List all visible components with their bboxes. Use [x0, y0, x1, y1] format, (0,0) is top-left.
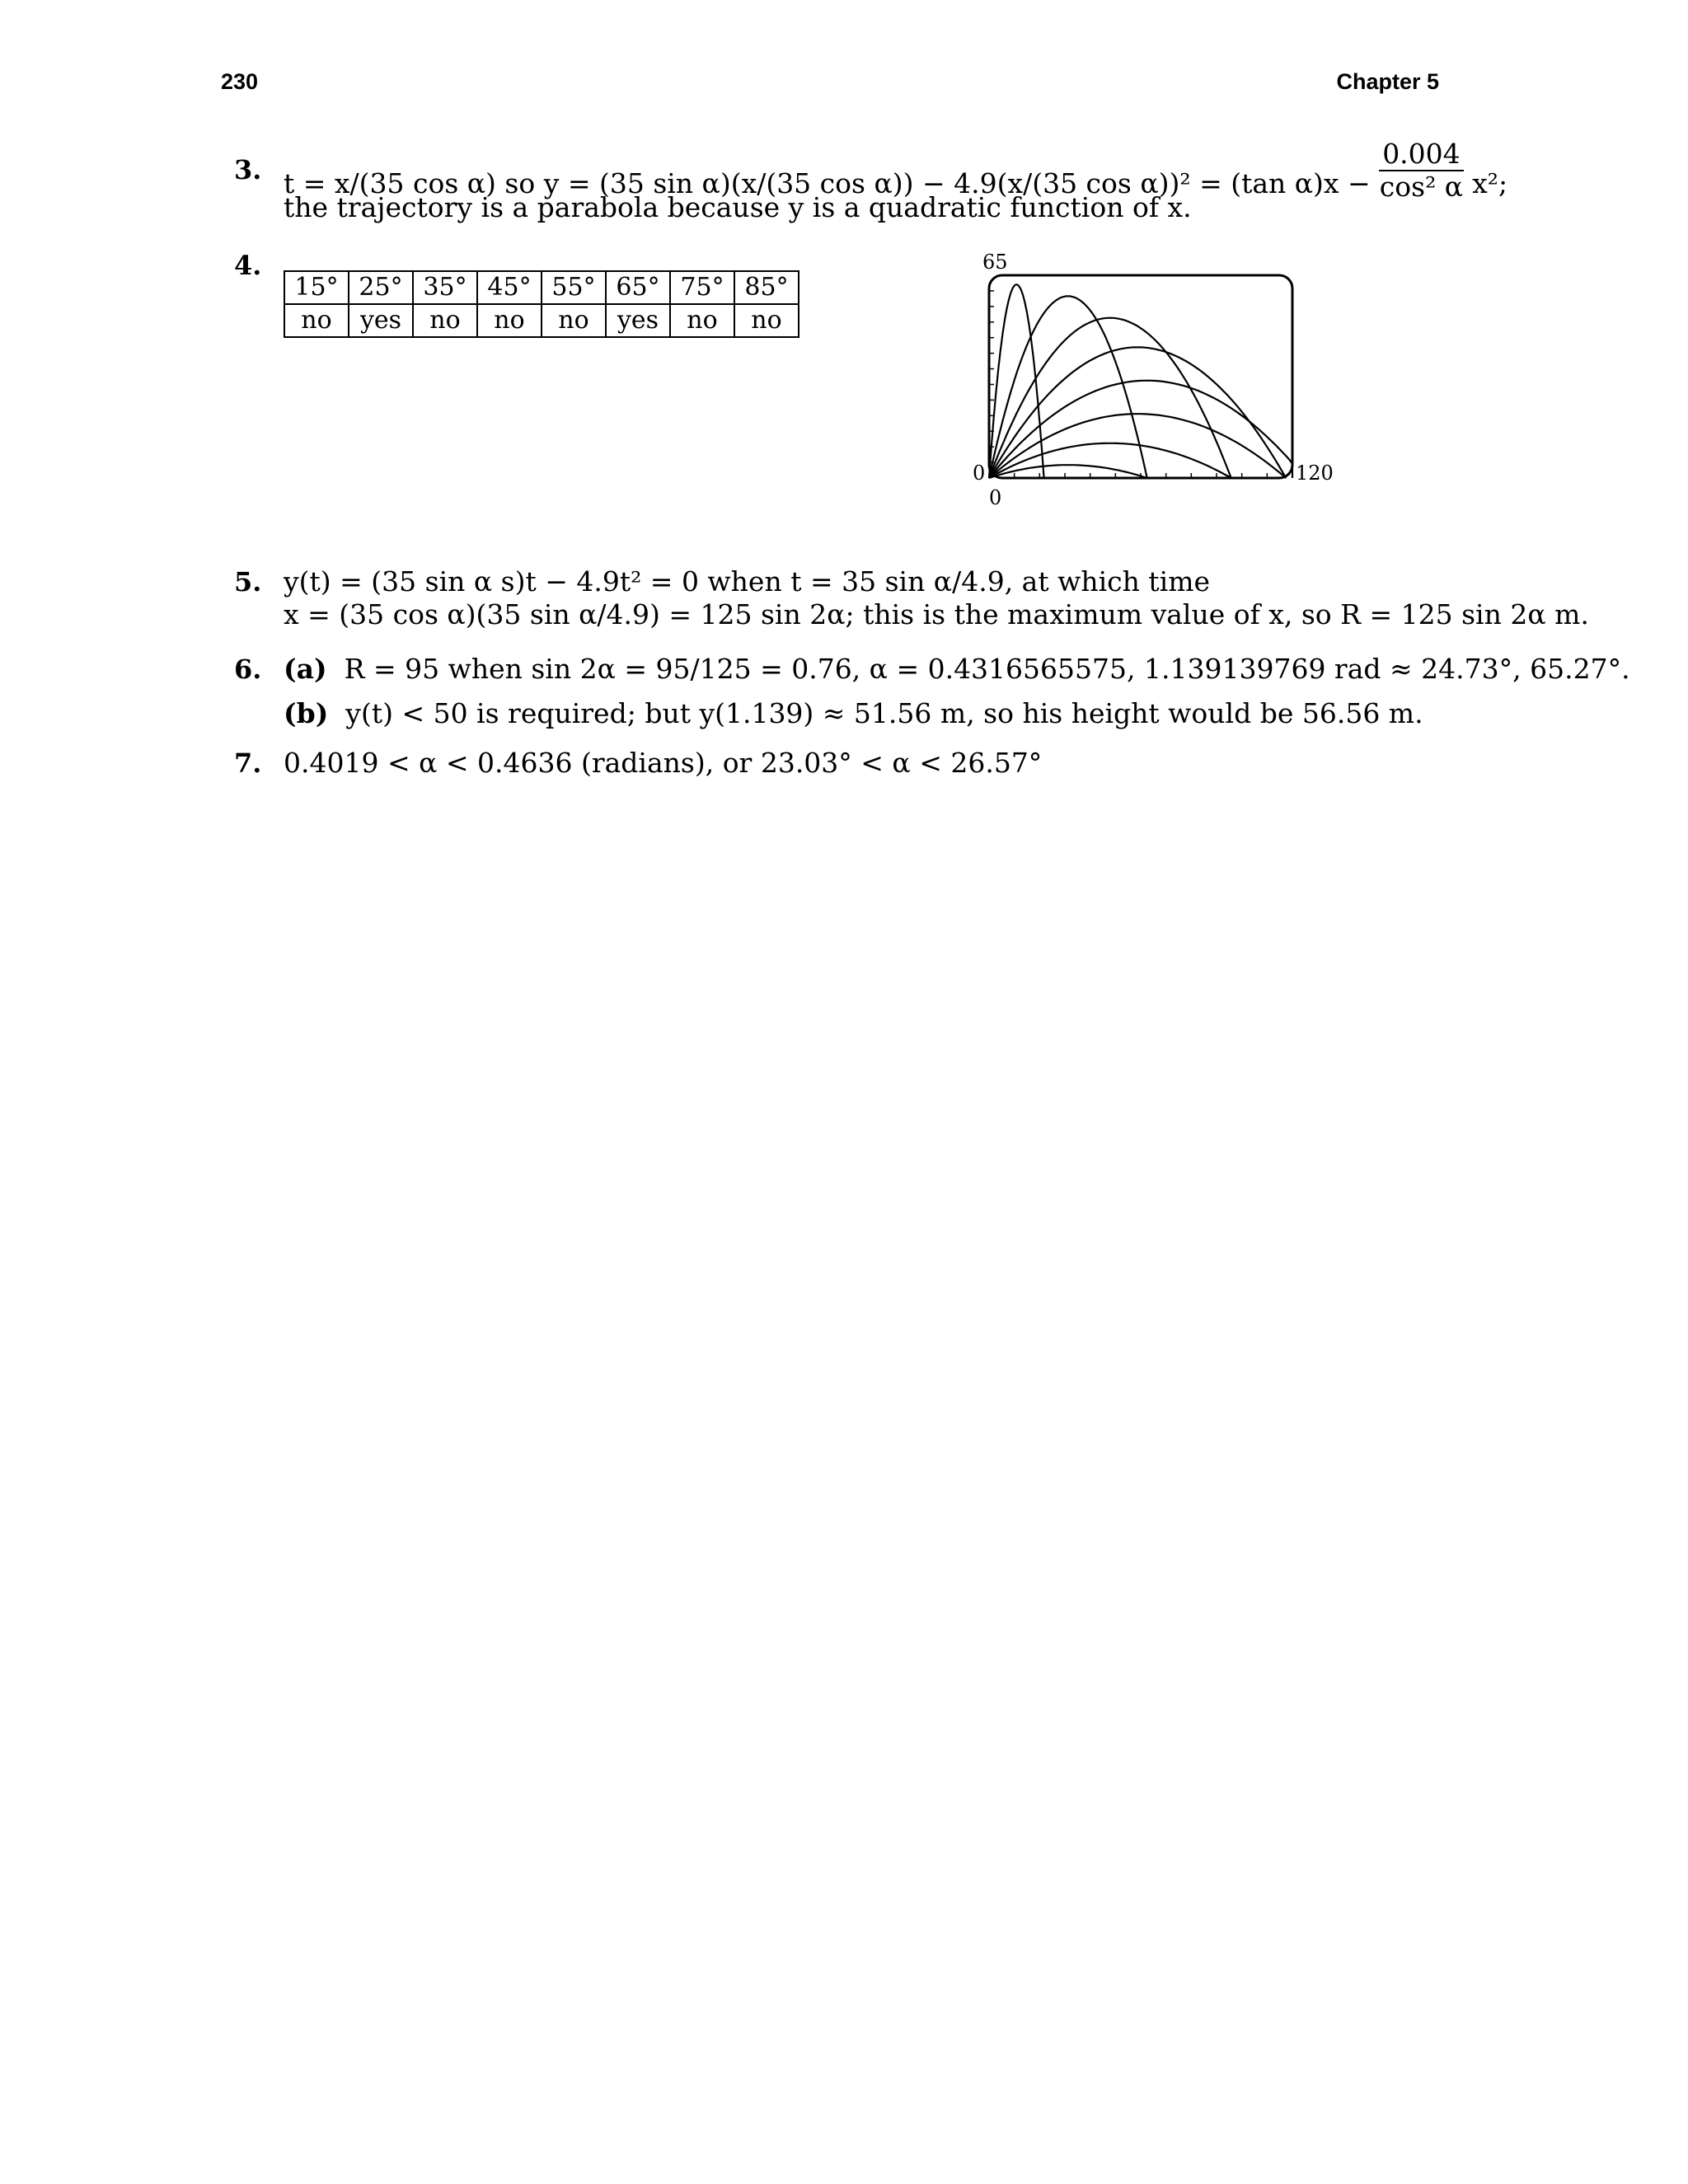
angle-cell: 75°	[670, 271, 734, 304]
angle-cell: 85°	[734, 271, 799, 304]
trajectory-45-deg	[989, 381, 1292, 478]
answer-cell: yes	[349, 304, 413, 337]
page-number: 230	[221, 69, 259, 94]
y-min-label: 0	[973, 462, 986, 485]
trajectory-25-deg	[989, 443, 1231, 478]
angle-cell: 25°	[349, 271, 413, 304]
problem-6-part-b	[284, 697, 1423, 730]
angle-cell: 65°	[606, 271, 670, 304]
answer-cell: no	[670, 304, 734, 337]
problem-7-number: 7.	[234, 748, 262, 779]
answer-cell: no	[284, 304, 349, 337]
trajectory-35-deg	[989, 414, 1286, 478]
trajectory-85-deg	[989, 284, 1044, 478]
answer-cell: no	[542, 304, 606, 337]
part-a-label: (a)	[284, 653, 327, 685]
trajectory-15-deg	[989, 465, 1147, 478]
fraction-numerator: 0.004	[1379, 138, 1463, 171]
part-a-text: R = 95 when sin 2α = 95/125 = 0.76, α = 0.4316565575, 1.139139769 rad ≈ 24.73°, 65.27°.	[344, 653, 1630, 685]
fraction-denominator: cos² α	[1379, 171, 1464, 203]
answer-cell: yes	[606, 304, 670, 337]
problem-3-fraction	[1379, 138, 1463, 203]
angle-row	[284, 271, 799, 304]
y-max-label: 65	[982, 251, 1008, 274]
answer-row	[284, 304, 799, 337]
problem-3-expression: t = x/(35 cos α) so y = (35 sin α)(x/(35 cos α)) − 4.9(x/(35 cos α))² = (tan α)x −	[284, 167, 1371, 199]
problem-5-number: 5.	[234, 566, 262, 598]
problem-3-number: 3.	[234, 154, 262, 185]
problem-5-line-1: y(t) = (35 sin α s)t − 4.9t² = 0 when t = 35 sin α/4.9, at which time	[284, 565, 1211, 598]
angle-table	[284, 270, 799, 338]
chapter-title: Chapter 5	[1336, 69, 1439, 94]
problem-6-part-a	[284, 653, 1630, 686]
problem-3-line-2: the trajectory is a parabola because y is a quadratic function of x.	[284, 191, 1192, 223]
x-max-label: 120	[1296, 462, 1334, 485]
part-b-text: y(t) < 50 is required; but y(1.139) ≈ 51.56 m, so his height would be 56.56 m.	[345, 697, 1423, 729]
x-min-label: 0	[989, 486, 1002, 509]
part-b-label: (b)	[284, 697, 329, 729]
angle-cell: 55°	[542, 271, 606, 304]
axis-ticks	[989, 291, 1267, 478]
problem-4-number: 4.	[234, 250, 262, 281]
angle-cell: 35°	[413, 271, 477, 304]
answer-cell: no	[734, 304, 799, 337]
trajectory-plot	[981, 264, 1302, 486]
answer-cell: no	[413, 304, 477, 337]
angle-cell: 15°	[284, 271, 349, 304]
problem-7-text: 0.4019 < α < 0.4636 (radians), or 23.03° < α < 26.57°	[284, 747, 1043, 779]
angle-cell: 45°	[477, 271, 542, 304]
trajectory-curves	[989, 284, 1292, 478]
problem-6-number: 6.	[234, 654, 262, 685]
problem-3-tail: x²;	[1472, 167, 1508, 199]
problem-5-line-2: x = (35 cos α)(35 sin α/4.9) = 125 sin 2α; this is the maximum value of x, so R = 125 sin 2α m.	[284, 598, 1589, 630]
answer-cell: no	[477, 304, 542, 337]
trajectory-65-deg	[989, 318, 1231, 478]
